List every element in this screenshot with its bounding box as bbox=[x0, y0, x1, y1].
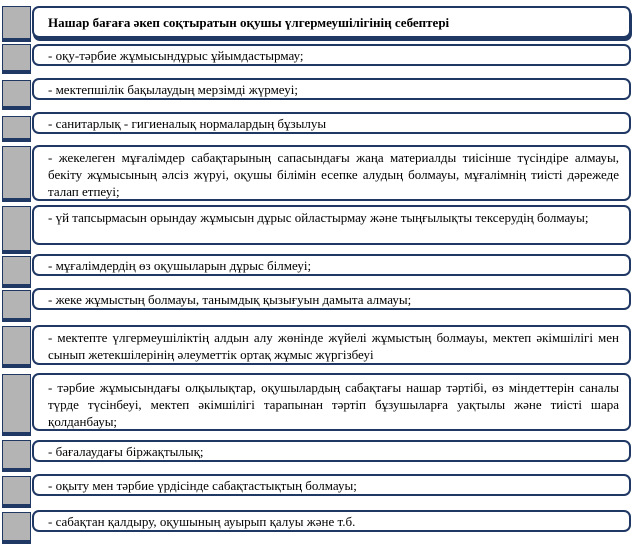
header-tab-marker bbox=[2, 6, 31, 42]
row-tab-marker bbox=[2, 290, 31, 322]
row-tab-marker bbox=[2, 476, 31, 508]
cause-item-5: - үй тапсырмасын орындау жұмысын дұрыс ойластырмау және тыңғылықты тексерудің болмауы; bbox=[32, 205, 631, 245]
cause-item-4: - жекелеген мұғалімдер сабақтарының сапасындағы жаңа материалды тиісінше түсіндіре алмауы, бекіту жұмысының әлсіз жүруі, оқушы білімін есепке алудың болмауы, мұғалімнің тиісті дәрежеде талап етпеуі; bbox=[32, 145, 631, 201]
cause-item-10: - бағалаудағы біржақтылық; bbox=[32, 440, 631, 462]
cause-item-7: - жеке жұмыстың болмауы, танымдық қызығуын дамыта алмауы; bbox=[32, 288, 631, 310]
row-tab-marker bbox=[2, 326, 31, 368]
row-tab-marker bbox=[2, 206, 31, 254]
row-tab-marker bbox=[2, 440, 31, 472]
row-tab-marker bbox=[2, 512, 31, 544]
cause-item-8: - мектепте үлгермеушіліктің алдын алу жөнінде жүйелі жұмыстың болмауы, мектеп әкімшілігі мен сынып жетекшілерінің әлеуметтік ортақ жұмыс жүргізбеуі bbox=[32, 325, 631, 365]
cause-item-6: - мұғалімдердің өз оқушыларын дұрыс білмеуі; bbox=[32, 254, 631, 276]
cause-item-9: - тәрбие жұмысындағы олқылықтар, оқушылардың сабақтағы нашар тәртібі, өз міндеттерін саналы түрде түсінбеуі, мектеп әкімшілігі тарапынан тәртіп бұзушыларға уақтылы және тиісті шара қолданбауы; bbox=[32, 373, 631, 431]
cause-item-2: - мектепшілік бақылаудың мерзімді жүрмеуі; bbox=[32, 78, 631, 100]
cause-item-11: - оқыту мен тәрбие үрдісінде сабақтастықтың болмауы; bbox=[32, 474, 631, 496]
cause-item-3: - санитарлық - гигиеналық нормалардың бұзылуы bbox=[32, 112, 631, 134]
row-tab-marker bbox=[2, 256, 31, 288]
cause-item-1: - оқу-тәрбие жұмысындұрыс ұйымдастырмау; bbox=[32, 44, 631, 66]
row-tab-marker bbox=[2, 80, 31, 110]
cause-item-12: - сабақтан қалдыру, оқушының ауырып қалуы және т.б. bbox=[32, 510, 631, 532]
row-tab-marker bbox=[2, 44, 31, 74]
row-tab-marker bbox=[2, 116, 31, 142]
diagram-title: Нашар бағаға әкеп соқтыратын оқушы үлгермеушілігінің себептері bbox=[32, 6, 631, 38]
row-tab-marker bbox=[2, 146, 31, 202]
row-tab-marker bbox=[2, 374, 31, 436]
